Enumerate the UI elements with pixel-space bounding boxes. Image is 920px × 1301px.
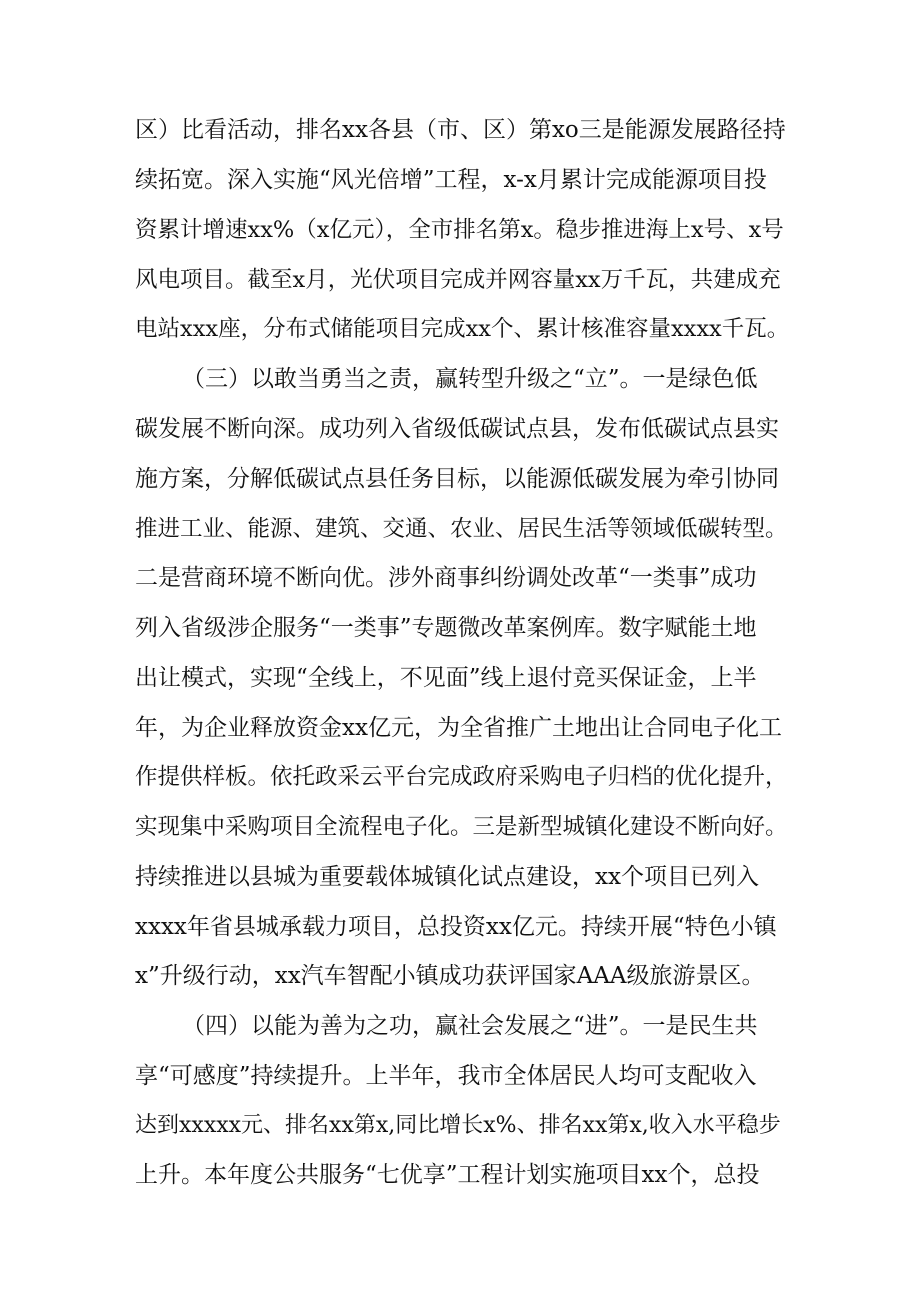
line-text: 施方案，分解低碳试点县任务目标，以能源低碳发展为牵引协同 [135,466,779,492]
text-line [0,851,920,903]
line-text: 风电项目。截至x月，光伏项目完成并网容量xx万千瓦，共建成充 [135,267,781,293]
text-line [0,652,920,704]
line-text: 区）比看活动，排名xx各县（市、区）第xo三是能源发展路径持 [135,117,786,143]
line-text: x”升级行动，xx汽车智配小镇成功获评国家AAA级旅游景区。 [135,963,765,989]
line-text: 上升。本年度公共服务“七优享”工程计划实施项目xx个，总投 [135,1162,760,1188]
line-text: 电站xxx座，分布式储能项目完成xx个、累计核准容量xxxx千瓦。 [135,316,790,342]
text-line [0,204,920,256]
text-line [0,503,920,555]
text-line [0,552,920,604]
line-text: 实现集中采购项目全流程电子化。三是新型城镇化建设不断向好。 [135,814,788,840]
section-heading-line [0,353,920,405]
text-line [0,801,920,853]
line-text: 碳发展不断向深。成功列入省级低碳试点县，发布低碳试点县实 [135,416,779,442]
line-text: 享“可感度”持续提升。上半年，我市全体居民人均可支配收入 [135,1063,757,1089]
text-line [0,901,920,953]
line-text: 出让模式，实现“全线上，不见面”线上退付竞买保证金，上半 [135,665,757,691]
text-line [0,751,920,803]
text-line [0,602,920,654]
text-line [0,403,920,455]
text-line [0,154,920,206]
text-line [0,1100,920,1152]
line-text: （三）以敢当勇当之责，赢转型升级之“立”。一是绿色低 [182,366,758,392]
line-text: 持续推进以县城为重要载体城镇化试点建设，xx个项目已列入 [135,864,759,890]
text-line [0,303,920,355]
text-line [0,254,920,306]
text-line [0,453,920,505]
line-text: （四）以能为善为之功，赢社会发展之“进”。一是民生共 [182,1013,758,1039]
text-line [0,702,920,754]
line-text: 二是营商环境不断向优。涉外商事纠纷调处改革“一类事”成功 [135,565,757,591]
line-text: 推进工业、能源、建筑、交通、农业、居民生活等领域低碳转型。 [135,516,788,542]
text-line [0,1050,920,1102]
line-text: 年，为企业释放资金xx亿元，为全省推广土地出让合同电子化工 [135,715,782,741]
line-text: 续拓宽。深入实施“风光倍增”工程，x-x月累计完成能源项目投 [135,167,767,193]
text-line [0,1149,920,1201]
section-heading-line [0,1000,920,1052]
line-text: 资累计增速xx%（x亿元），全市排名第x。稳步推进海上x号、x号 [135,217,784,243]
line-text: xxxx年省县城承载力项目，总投资xx亿元。持续开展“特色小镇 [135,914,777,940]
line-text: 列入省级涉企服务“一类事”专题微改革案例库。数字赋能土地 [135,615,757,641]
text-line [0,950,920,1002]
text-line [0,104,920,156]
line-text: 作提供样板。依托政采云平台完成政府采购电子归档的优化提升， [135,764,788,790]
line-text: 达到xxxxx元、排名xx第x,同比增长x%、排名xx第x,收入水平稳步 [135,1113,781,1138]
